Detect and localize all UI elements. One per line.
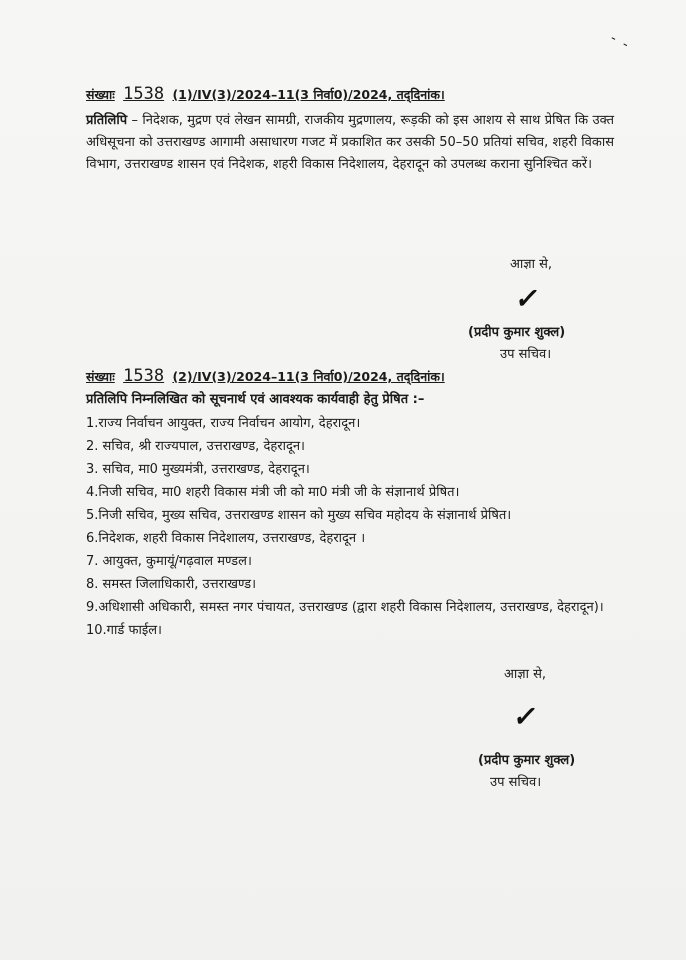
- corner-pen-mark: ‑ ‑: [607, 30, 634, 54]
- list-item: 8. समस्त जिलाधिकारी, उत्तराखण्ड।: [86, 577, 257, 592]
- distribution-list: [86, 412, 616, 642]
- list-item: 5.निजी सचिव, मुख्य सचिव, उत्तराखण्ड शासन को मुख्य सचिव महोदय के संज्ञानार्थ प्रेषित।: [86, 508, 512, 523]
- signatory-name-1: (प्रदीप कुमार शुक्ल): [468, 325, 566, 340]
- signature-2: ✓: [511, 700, 541, 733]
- list-item: 10.गार्ड फाईल।: [86, 623, 162, 638]
- ref-suffix: (1)/IV(3)/2024–11(3 निर्वा0)/2024, तद्‌दिनांक।: [172, 87, 445, 102]
- list-item: 4.निजी सचिव, मा0 शहरी विकास मंत्री जी को मा0 मंत्री जी के संज्ञानार्थ प्रेषित।: [86, 485, 460, 500]
- list-item: 2. सचिव, श्री राज्यपाल, उत्तराखण्ड, देहरादून।: [86, 439, 305, 454]
- copy-label: प्रतिलिपि: [86, 113, 128, 128]
- ref-number-handwritten: 1538: [123, 366, 165, 386]
- list-item: 3. सचिव, मा0 मुख्यमंत्री, उत्तराखण्ड, देहरादून।: [86, 462, 310, 477]
- signatory-name-2: (प्रदीप कुमार शुक्ल): [478, 753, 576, 768]
- order-text-2: आज्ञा से,: [504, 667, 547, 682]
- signatory-title-2: उप सचिव।: [490, 775, 542, 790]
- signature-1: ✓: [513, 282, 543, 315]
- copy-text: – निदेशक, मुद्रण एवं लेखन सामग्री, राजकीय मुद्रणालय, रूड़की को इस आशय से साथ प्रेषित कि उक्त अधिसूचना को उत्तराखण्ड आगामी असाधारण गजट में प्रकाशित कर उसकी 50–50 प्रतियां सचिव, शहरी विकास विभाग, उत्तराखण्ड शासन एवं निदेशक, शहरी विकास निदेशालय, देहरादून को उपलब्ध कराना सुनिश्चित करें।: [86, 113, 614, 172]
- list-item: 9.अधिशासी अधिकारी, समस्त नगर पंचायत, उत्तराखण्ड (द्वारा शहरी विकास निदेशालय, उत्तराखण्ड, देहरादून)।: [86, 600, 604, 615]
- list-item: 7. आयुक्त, कुमायूं/गढ़वाल मण्डल।: [86, 554, 252, 569]
- reference-number-line-2: [86, 366, 445, 386]
- list-item: 6.निदेशक, शहरी विकास निदेशालय, उत्तराखण्ड, देहरादून ।: [86, 531, 366, 546]
- ref-prefix: संख्याः: [86, 369, 115, 384]
- signatory-title-1: उप सचिव।: [500, 347, 552, 362]
- ref-suffix: (2)/IV(3)/2024–11(3 निर्वा0)/2024, तद्‌दिनांक।: [172, 369, 445, 384]
- reference-number-line-1: [86, 84, 445, 104]
- ref-number-handwritten: 1538: [123, 84, 165, 104]
- ref-prefix: संख्याः: [86, 87, 115, 102]
- order-text-1: आज्ञा से,: [510, 257, 553, 272]
- list-item: 1.राज्य निर्वाचन आयुक्त, राज्य निर्वाचन आयोग, देहरादून।: [86, 416, 361, 431]
- copy-paragraph-1: [86, 110, 614, 176]
- distribution-header: प्रतिलिपि निम्नलिखित को सूचनार्थ एवं आवश्यक कार्यवाही हेतु प्रेषित :–: [86, 392, 425, 407]
